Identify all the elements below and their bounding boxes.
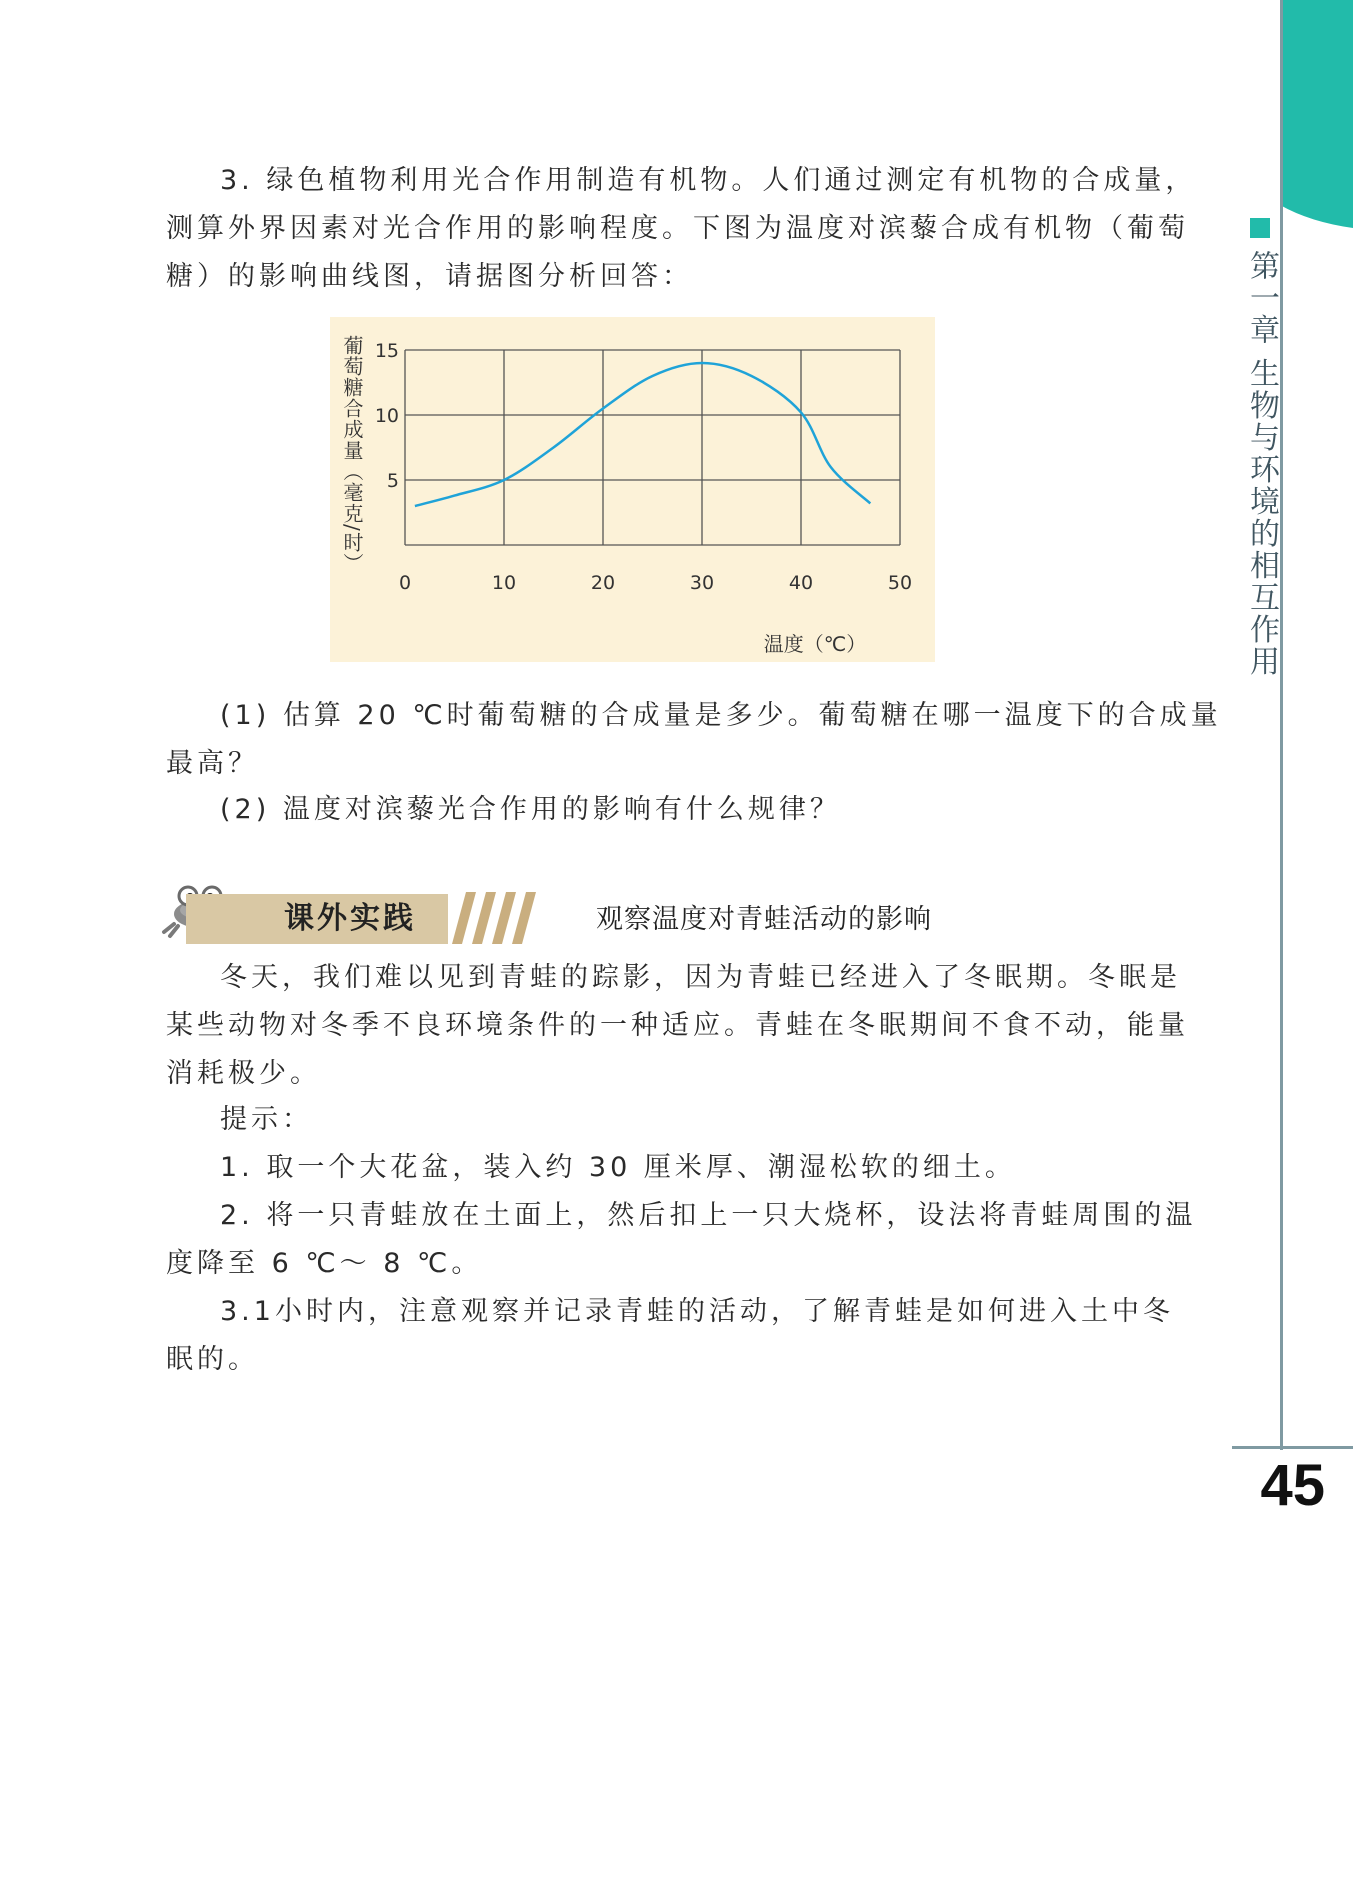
chapter-title: 第一章 生物与环境的相互作用 [1244,250,1279,678]
chart-x-tick-label: 30 [689,572,715,594]
chart-x-tick-label: 20 [590,572,616,594]
chart-x-tick-label: 40 [788,572,814,594]
question-3-line: 3. 绿色植物利用光合作用制造有机物。人们通过测定有机物的合成量， [220,165,1197,196]
chart-x-tick-label: 10 [491,572,517,594]
chart-grid [405,350,900,545]
practice-intro-line: 消耗极少。 [166,1058,321,1089]
chart-series-line [415,363,870,506]
chart-svg [330,317,935,662]
question-3-line: 糖）的影响曲线图，请据图分析回答： [166,261,693,292]
chart-x-tick-label: 0 [398,572,412,594]
sub-question-2-line: (2) 温度对滨藜光合作用的影响有什么规律？ [220,794,841,825]
sub-question-1-line: 最高？ [166,748,259,779]
question-3 [166,157,1197,301]
practice-intro [166,954,1189,1098]
chart-y-tick-label: 5 [386,470,399,492]
hint-step-3-line: 眠的。 [166,1344,259,1375]
section-stripes-decoration [452,892,538,944]
page-edge-line [1280,0,1283,1450]
hint-step-2-line: 度降至 6 ℃～ 8 ℃。 [166,1248,483,1279]
hint-step-1: 1. 取一个大花盆，装入约 30 厘米厚、潮湿松软的细土。 [220,1152,1016,1183]
chart-x-tick-label: 50 [887,572,913,594]
hint-step-2-line: 2. 将一只青蛙放在土面上，然后扣上一只大烧杯，设法将青蛙周围的温 [220,1200,1197,1231]
page-number-rule [1232,1446,1353,1449]
hint-step-3-line: 3.1小时内，注意观察并记录青蛙的活动，了解青蛙是如何进入土中冬 [220,1296,1174,1327]
sub-question-1 [166,692,1222,788]
chart-x-axis-label: 温度（℃） [763,632,867,656]
chapter-tab-decoration [1280,0,1353,228]
sub-question-1-line: (1) 估算 20 ℃时葡萄糖的合成量是多少。葡萄糖在哪一温度下的合成量 [220,700,1222,731]
chart-y-tick-label: 10 [374,405,399,427]
chart-y-tick-label: 15 [374,340,399,362]
sub-question-2 [166,786,1120,834]
section-topic: 观察温度对青蛙活动的影响 [596,904,932,935]
question-3-line: 测算外界因素对光合作用的影响程度。下图为温度对滨藜合成有机物（葡萄 [166,213,1189,244]
hint-label: 提示： [220,1104,313,1135]
glucose-temperature-chart [330,317,935,662]
section-label: 课外实践 [284,901,416,936]
chapter-marker-square [1250,218,1270,238]
practice-intro-line: 冬天，我们难以见到青蛙的踪影，因为青蛙已经进入了冬眠期。冬眠是 [220,962,1181,993]
hint-section [166,1096,1197,1384]
page-number: 45 [1260,1453,1325,1518]
chart-y-axis-label: 葡萄糖合成量（毫克/时） [340,335,364,574]
practice-intro-line: 某些动物对冬季不良环境条件的一种适应。青蛙在冬眠期间不食不动，能量 [166,1010,1189,1041]
